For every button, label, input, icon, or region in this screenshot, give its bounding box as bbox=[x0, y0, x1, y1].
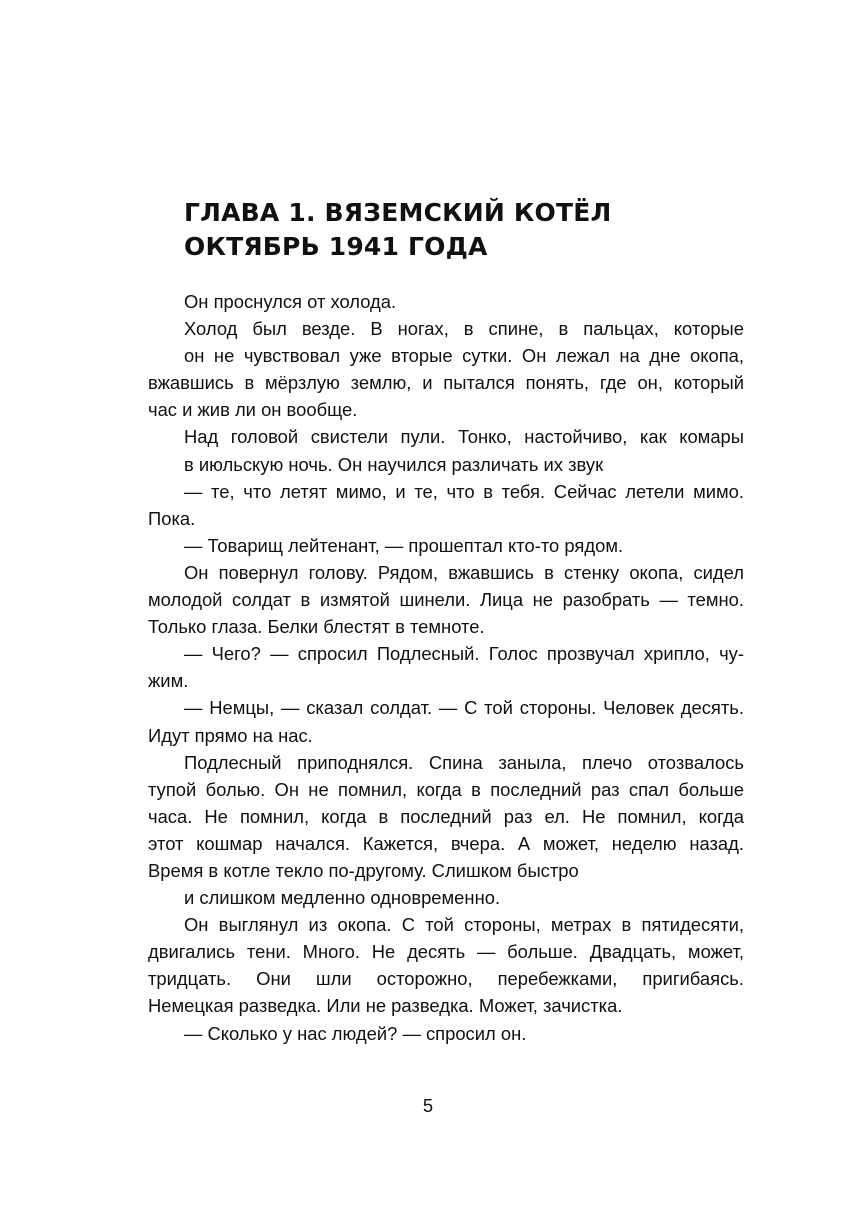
text-line: Он выглянул из окопа. С той стороны, метрах в пятидесяти, bbox=[184, 914, 744, 936]
text-line: Немецкая разведка. Или не разведка. Может, зачистка. bbox=[148, 995, 623, 1017]
chapter-body bbox=[148, 288, 744, 1047]
text-line: Только глаза. Белки блестят в темноте. bbox=[148, 616, 485, 638]
text-line: Он проснулся от холода. bbox=[184, 291, 397, 312]
text-line: часа. Не помнил, когда в последний раз ел. Не помнил, когда bbox=[148, 805, 744, 827]
text-line: Он повернул голову. Рядом, вжавшись в стенку окопа, сидел bbox=[184, 561, 744, 583]
text-line: — Немцы, — сказал солдат. — С той стороны. Человек десять. bbox=[184, 697, 744, 719]
chapter-title: ГЛАВА 1. ВЯЗЕМСКИЙ КОТЁЛ bbox=[184, 198, 612, 227]
chapter-date: ОКТЯБРЬ 1941 ГОДА bbox=[184, 232, 488, 261]
text-line: Идут прямо на нас. bbox=[148, 724, 313, 746]
text-line: этот кошмар начался. Кажется, вчера. А может, неделю назад. bbox=[148, 832, 744, 854]
text-line: вжавшись в мёрзлую землю, и пытался понять, где он, который bbox=[148, 372, 744, 394]
text-line: двигались тени. Много. Не десять — больше. Двадцать, может, bbox=[148, 941, 744, 963]
text-line: — те, что летят мимо, и те, что в тебя. Сейчас летели мимо. bbox=[184, 480, 744, 502]
page-number: 5 bbox=[422, 1095, 434, 1116]
text-line: — Товарищ лейтенант, — прошептал кто-то рядом. bbox=[184, 534, 624, 556]
text-line: и слишком медленно одновременно. bbox=[184, 887, 501, 909]
text-line: молодой солдат в измятой шинели. Лица не разобрать — темно. bbox=[148, 589, 744, 611]
text-line: Над головой свистели пули. Тонко, настойчиво, как комары bbox=[184, 426, 744, 448]
chapter-heading bbox=[184, 196, 744, 264]
text-line: — Чего? — спросил Подлесный. Голос прозвучал хрипло, чу- bbox=[184, 643, 744, 665]
text-line: он не чувствовал уже вторые сутки. Он лежал на дне окопа, bbox=[184, 345, 744, 367]
text-line: тупой болью. Он не помнил, когда в последний раз спал больше bbox=[148, 778, 744, 800]
text-line: тридцать. Они шли осторожно, перебежками, пригибаясь. bbox=[148, 968, 744, 990]
text-line: час и жив ли он вообще. bbox=[148, 399, 358, 421]
text-line: Холод был везде. В ногах, в спине, в пальцах, которые bbox=[184, 318, 744, 340]
text-line: жим. bbox=[148, 670, 189, 692]
text-line: Пока. bbox=[148, 507, 196, 529]
text-line: Время в котле текло по-другому. Слишком быстро bbox=[148, 859, 579, 881]
text-line: в июльскую ночь. Он научился различать их звук bbox=[184, 453, 604, 475]
text-line: Подлесный приподнялся. Спина заныла, плечо отозвалось bbox=[184, 751, 744, 773]
text-line: — Сколько у нас людей? — спросил он. bbox=[184, 1022, 527, 1044]
